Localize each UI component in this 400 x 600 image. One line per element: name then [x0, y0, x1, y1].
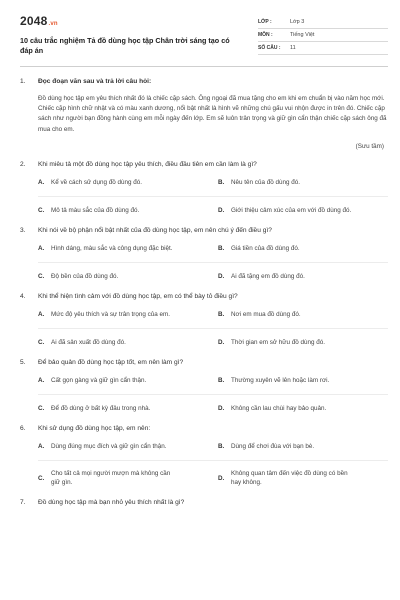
option-letter: B.: [218, 244, 225, 252]
question-text: Đọc đoạn văn sau và trả lời câu hỏi:: [38, 78, 152, 85]
option-text: Ai đã tặng em đồ dùng đó.: [231, 272, 305, 280]
question-text: Khi thể hiện tình cảm với đồ dùng học tập, em có thể bày tỏ điều gì?: [38, 292, 238, 300]
question-text: Khi miêu tả một đồ dùng học tập yêu thích, điều đầu tiên em cần làm là gì?: [38, 160, 257, 168]
option-b[interactable]: [218, 375, 388, 386]
meta-row-count: [258, 42, 388, 55]
option-text: Giá tiền của đồ dùng đó.: [231, 244, 300, 252]
option-text: Mô tả màu sắc của đồ dùng đó.: [51, 206, 140, 214]
header-divider: [20, 66, 388, 67]
meta-table: [258, 16, 388, 62]
option-text: Kể về cách sử dụng đồ dùng đó.: [51, 178, 143, 186]
question-number: 3.: [20, 226, 26, 234]
document-header: [20, 0, 388, 62]
question-5: [20, 358, 388, 414]
option-text: Không quan tâm đến việc đồ dùng có bền hay không.: [231, 469, 348, 487]
row-divider: [38, 328, 388, 329]
option-a[interactable]: [38, 243, 208, 254]
answer-options: [38, 243, 388, 282]
option-text: Ai đã sản xuất đồ dùng đó.: [51, 338, 126, 346]
question-1: [20, 77, 388, 150]
row-divider: [38, 262, 388, 263]
question-text: Khi sử dụng đồ dùng học tập, em nên:: [38, 424, 151, 432]
document-title: 10 câu trắc nghiệm Tả đồ dùng học tập Chân trời sáng tạo có đáp án: [20, 36, 230, 55]
option-text: Nơi em mua đồ dùng đó.: [231, 310, 301, 318]
option-text: Nêu tên của đồ dùng đó.: [231, 178, 300, 186]
option-text: Giới thiệu cảm xúc của em với đồ dùng đó.: [231, 206, 352, 214]
row-divider: [38, 394, 388, 395]
row-divider: [38, 196, 388, 197]
option-b[interactable]: [218, 309, 388, 320]
option-d[interactable]: [218, 337, 388, 348]
option-d[interactable]: [218, 469, 388, 488]
option-text: Độ bền của đồ dùng đó.: [51, 272, 119, 280]
option-letter: C.: [38, 272, 45, 280]
option-d[interactable]: [218, 205, 388, 216]
question-7: [20, 498, 388, 507]
option-b[interactable]: [218, 441, 388, 452]
question-number: 1.: [20, 78, 26, 85]
option-d[interactable]: [218, 403, 388, 414]
meta-label: LỚP :: [258, 19, 272, 25]
question-text: Để bảo quản đồ dùng học tập tốt, em nên làm gì?: [38, 358, 184, 366]
option-text: Dùng để chơi đùa với bạn bè.: [231, 442, 315, 450]
option-text: Thời gian em sở hữu đồ dùng đó.: [231, 338, 326, 346]
option-letter: A.: [38, 442, 45, 450]
reading-passage: Đồ dùng học tập em yêu thích nhất đó là chiếc cặp sách. Ông ngoại đã mua tặng cho em khi em chuẩn bị vào năm học mới. Chiếc cặp hình chữ nhật và có màu xanh dương, nổi bật nhất là hình vẽ những chú gấu vui nhộn được in trên đó. Chiếc cặp sách như người bạn đồng hành cùng em mỗi ngày đến lớp. Em sẽ luôn trân trọng và giữ gìn cẩn thận chiếc cặp sách ông đã mua cho em.: [38, 95, 387, 133]
option-d[interactable]: [218, 271, 388, 282]
option-text: Hình dáng, màu sắc và công dụng đặc biệt.: [51, 244, 173, 252]
option-text: Để đồ dùng ở bất kỳ đâu trong nhà.: [51, 404, 151, 412]
option-text: Dùng đúng mục đích và giữ gìn cẩn thận.: [51, 442, 167, 450]
option-letter: C.: [38, 404, 45, 412]
option-letter: D.: [218, 404, 225, 412]
option-letter: D.: [218, 338, 225, 346]
option-text: Thường xuyên vẽ lên hoặc làm rơi.: [231, 376, 330, 384]
question-number: 2.: [20, 160, 26, 168]
option-letter: C.: [38, 474, 45, 482]
option-letter: A.: [38, 244, 45, 252]
meta-label: SỐ CÂU :: [258, 45, 281, 51]
question-number: 5.: [20, 358, 26, 366]
row-divider: [38, 460, 388, 461]
meta-value: 11: [290, 45, 296, 51]
question-text: Khi nói về bộ phận nổi bật nhất của đồ dùng học tập, em nên chú ý đến điều gì?: [38, 226, 272, 234]
question-4: [20, 292, 388, 348]
option-letter: A.: [38, 178, 45, 186]
question-number: 7.: [20, 498, 26, 506]
answer-options: [38, 177, 388, 216]
logo-text: 2048: [20, 14, 48, 28]
option-a[interactable]: [38, 309, 208, 320]
question-2: [20, 160, 388, 216]
option-letter: A.: [38, 376, 45, 384]
header-left: [20, 14, 235, 62]
option-text: Cất gọn gàng và giữ gìn cẩn thận.: [51, 376, 147, 384]
meta-value: Tiếng Việt: [290, 32, 315, 38]
option-letter: B.: [218, 310, 225, 318]
meta-value: Lớp 3: [290, 19, 305, 25]
option-a[interactable]: [38, 177, 208, 188]
meta-row-subject: [258, 29, 388, 42]
option-letter: C.: [38, 206, 45, 214]
answer-options: [38, 375, 388, 414]
option-text: Cho tất cả mọi người mượn mà không cần giữ gìn.: [51, 469, 171, 487]
option-letter: D.: [218, 272, 225, 280]
option-letter: B.: [218, 178, 225, 186]
option-c[interactable]: [38, 469, 208, 488]
option-letter: D.: [218, 474, 225, 482]
meta-row-grade: [258, 16, 388, 29]
question-text: Đồ dùng học tập mà bạn nhỏ yêu thích nhất là gì?: [38, 498, 185, 506]
option-a[interactable]: [38, 441, 208, 452]
option-text: Mức độ yêu thích và sự trân trọng của em.: [51, 310, 171, 318]
option-c[interactable]: [38, 205, 208, 216]
question-3: [20, 226, 388, 282]
question-number: 6.: [20, 424, 26, 432]
option-c[interactable]: [38, 337, 208, 348]
logo-suffix: .vn: [48, 21, 58, 27]
option-letter: B.: [218, 442, 225, 450]
option-a[interactable]: [38, 375, 208, 386]
question-6: [20, 424, 388, 488]
option-letter: C.: [38, 338, 45, 346]
option-b[interactable]: [218, 177, 388, 188]
option-c[interactable]: [38, 271, 208, 282]
option-c[interactable]: [38, 403, 208, 414]
option-letter: A.: [38, 310, 45, 318]
question-number: 4.: [20, 292, 26, 300]
site-logo[interactable]: [20, 14, 235, 28]
option-b[interactable]: [218, 243, 388, 254]
passage-source: (Sưu tầm): [355, 142, 384, 150]
meta-label: MÔN :: [258, 32, 273, 38]
answer-options: [38, 309, 388, 348]
option-letter: B.: [218, 376, 225, 384]
answer-options: [38, 441, 388, 488]
option-letter: D.: [218, 206, 225, 214]
option-text: Không cần lau chùi hay bảo quản.: [231, 404, 327, 412]
